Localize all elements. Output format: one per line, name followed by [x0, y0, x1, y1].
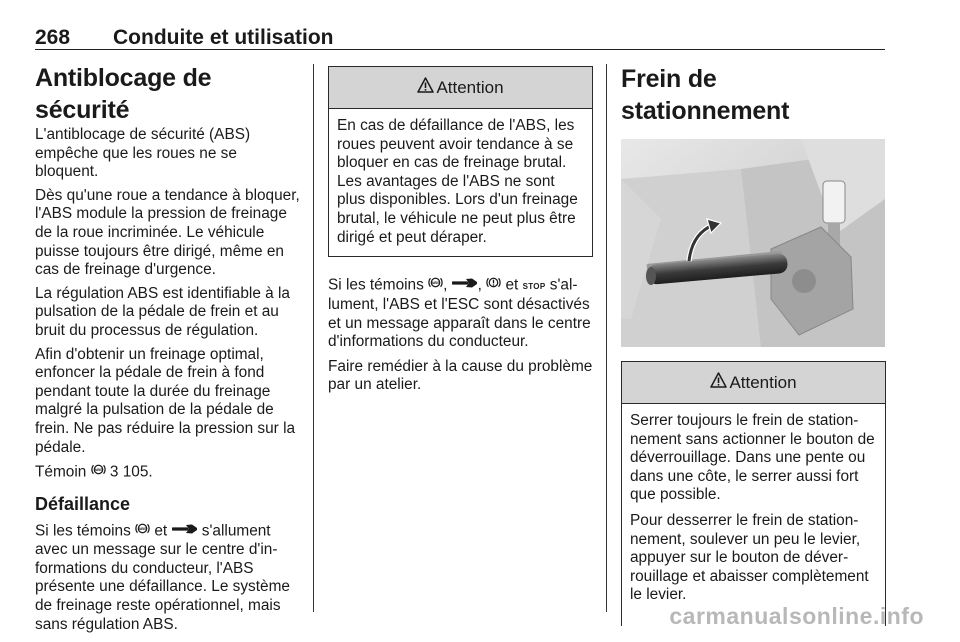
page-reference-link[interactable]: 3 105. [109, 463, 153, 481]
text-span: Si les témoins [328, 276, 424, 294]
stop-icon: STOP [522, 281, 546, 291]
paragraph: Si les témoins ABS , , et STOP s'allument, l'ABS et l'ESC sont désactivés et un message apparaît dans le centre d'informations du conducteur. [328, 276, 591, 351]
attention-header [622, 362, 885, 404]
abs-warning-icon [135, 521, 150, 542]
wrench-icon [452, 276, 478, 295]
attention-text: Pour desserrer le frein de stationnement, soulever un peu le levier, appuyer sur le bouton de déverrouillage et abaisser complètement le levier. [630, 511, 869, 604]
temoin-reference [35, 462, 300, 483]
section-title-abs: Antiblocage de sécurité [35, 64, 212, 124]
attention-header [329, 67, 592, 109]
svg-text:ABS: ABS [93, 467, 103, 473]
text-span: Si les témoins [35, 522, 131, 540]
column-parking-brake [621, 62, 886, 626]
abs-warning-icon [91, 462, 106, 483]
svg-text:ABS: ABS [138, 525, 147, 531]
header-rule [35, 49, 885, 50]
subsection-title-defaillance: Défaillance [35, 493, 131, 514]
attention-label: Attention [436, 77, 504, 97]
column-divider [313, 64, 314, 612]
paragraph: Faire remédier à la cause du problème par un atelier. [328, 357, 593, 394]
wrench-icon [172, 522, 198, 541]
text-span: s'allument avec un message sur le centre d'informations du conducteur, l'ABS présente une défaillance. Le système de freinage reste opérationnel, mais sans régulation ABS. [35, 522, 290, 633]
parking-brake-image [621, 139, 885, 347]
column-divider [606, 64, 607, 612]
attention-text: Serrer toujours le frein de stationnement sans actionner le bouton de déverrouillage. Dans une pente ou dans une côte, le serrer aussi fort que possible. [630, 412, 875, 504]
abs-warning-icon [428, 275, 443, 296]
brake-warning-icon [486, 275, 501, 296]
paragraph: La régulation ABS est identifiable à la pulsation de la pédale de frein et au bruit du processus de régulation. [35, 284, 290, 339]
warning-triangle-icon [710, 372, 727, 393]
paragraph: Dès qu'une roue a tendance à bloquer, l'ABS module la pression de freinage de la roue incriminée. Le véhicule puisse toujours être dirigé, même en cas de freinage d'urgence. [35, 186, 300, 279]
attention-body [622, 404, 885, 626]
column-abs [35, 62, 300, 639]
paragraph [35, 521, 300, 635]
attention-box [328, 66, 593, 257]
text-span: et [505, 276, 519, 294]
attention-text: En cas de défaillance de l'ABS, les roues peuvent avoir tendance à se bloquer en cas de freinage brutal. Les avantages de l'ABS ne sont plus disponibles. Lors d'un freinage brutal, le véhicule ne peut plus être dirigé et peut déraper. [337, 117, 578, 246]
watermark: carmanualsonline.info [669, 603, 924, 629]
paragraph: L'antiblocage de sécurité (ABS) empêche que les roues ne se bloquent. [35, 126, 251, 181]
svg-text:ABS: ABS [431, 280, 440, 286]
temoin-label: Témoin [35, 463, 87, 481]
attention-label: Attention [729, 372, 797, 392]
attention-box [621, 361, 886, 626]
text-span: s'allument, l'ABS et l'ESC sont désactivés et un message apparaît dans le centre d'informations du conducteur. [328, 276, 591, 351]
column-abs-warning [328, 66, 593, 401]
paragraph: Afin d'obtenir un freinage optimal, enfoncer la pédale de frein à fond pendant toute la durée du freinage malgré la pulsation de la pédale de frein. Ne pas réduire la pression sur la pédale. [35, 345, 296, 456]
warning-triangle-icon [417, 77, 434, 98]
section-title-parking-brake: Frein de stationnement [621, 65, 790, 125]
text-span: et [154, 522, 168, 540]
chapter-title: Conduite et utilisation [113, 26, 334, 49]
page-number: 268 [35, 26, 71, 49]
attention-body [329, 109, 592, 256]
